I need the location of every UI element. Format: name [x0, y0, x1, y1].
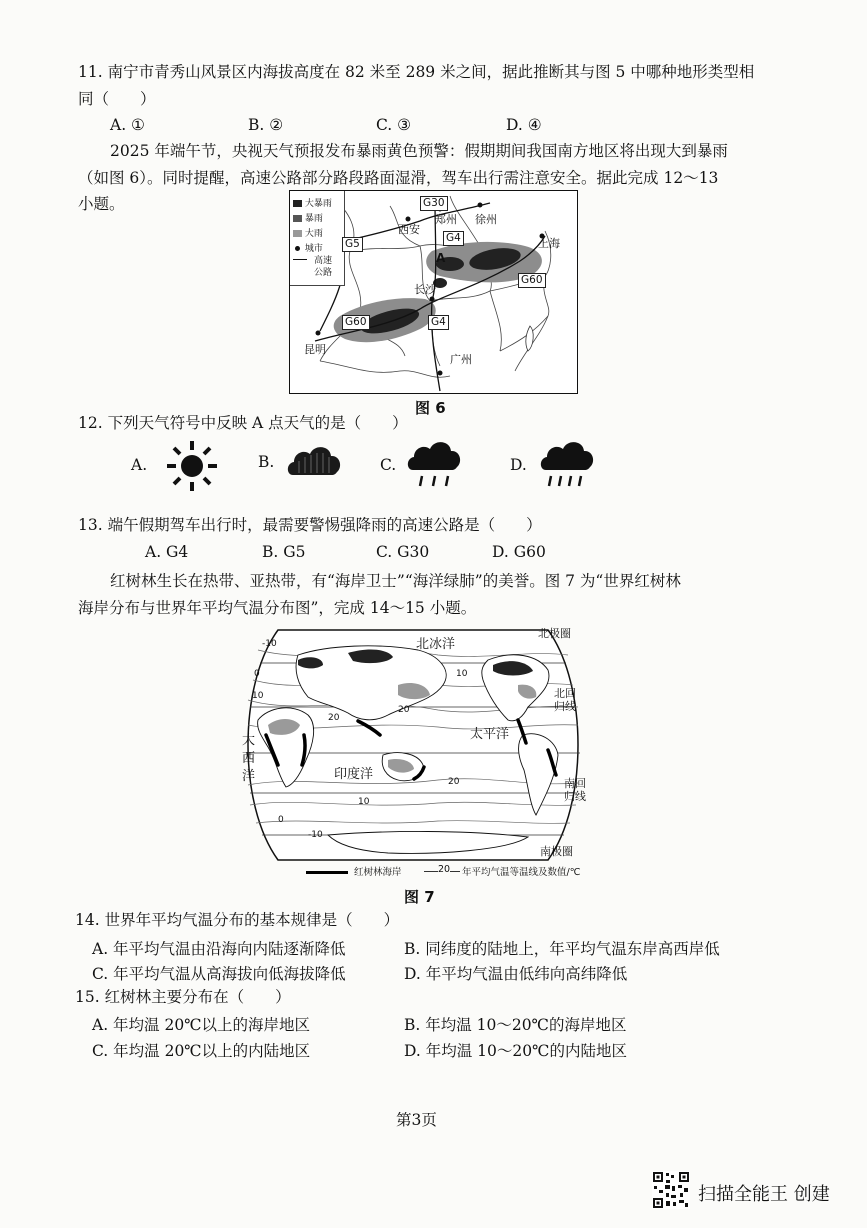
- label-tropic-cancer-1: 北回: [554, 687, 576, 700]
- q13-option-b: B. G5: [262, 543, 306, 561]
- road-g4-north: G4: [443, 231, 464, 246]
- isotherm-label: -10: [308, 830, 323, 840]
- legend-highway-1: 高速: [314, 256, 333, 266]
- page-number: 第3页: [396, 1111, 437, 1129]
- road-g5: G5: [342, 237, 363, 252]
- q12-stem: 12. 下列天气符号中反映 A 点天气的是（ ）: [78, 414, 408, 432]
- q11-stem-line1: 11. 南宁市青秀山风景区内海拔高度在 82 米至 289 米之间，据此推断其与图 5 中哪种地形类型相: [78, 63, 755, 81]
- q12-option-d: D.: [510, 456, 527, 474]
- figure-7-caption: 图 7: [404, 888, 435, 906]
- fig6-legend: [290, 191, 345, 286]
- q14-option-b: B. 同纬度的陆地上，年平均气温东岸高西岸低: [404, 940, 720, 958]
- figure-7-world-map: [238, 625, 588, 865]
- legend-isotherm-value: 20: [438, 864, 451, 875]
- isotherm-label: 10: [252, 691, 264, 701]
- city-changsha: 长沙: [414, 283, 436, 296]
- legend-mangrove: 红树林海岸: [354, 867, 402, 878]
- q14-option-d: D. 年平均气温由低纬向高纬降低: [404, 965, 628, 983]
- q15-stem: 15. 红树林主要分布在（ ）: [75, 988, 291, 1006]
- q12-option-c: C.: [380, 456, 397, 474]
- q14-stem: 14. 世界年平均气温分布的基本规律是（ ）: [75, 911, 400, 929]
- road-g60-west: G60: [342, 315, 370, 330]
- road-g30: G30: [420, 196, 448, 211]
- isotherm-label: 20: [448, 777, 460, 787]
- fig7-legend: [306, 864, 596, 880]
- q11-option-a: A. ①: [110, 116, 145, 134]
- q14-option-a: A. 年平均气温由沿海向内陆逐渐降低: [92, 940, 346, 958]
- intro2-line1: 红树林生长在热带、亚热带，有“海岸卫士”“海洋绿肺”的美誉。图 7 为“世界红树林: [110, 572, 681, 590]
- q13-option-d: D. G60: [492, 543, 546, 561]
- label-atlantic-2: 西: [242, 751, 256, 766]
- q15-option-b: B. 年均温 10～20℃的海岸地区: [404, 1016, 627, 1034]
- heavy-rain-icon: [538, 436, 598, 492]
- legend-heavy-storm: 大暴雨: [304, 199, 332, 209]
- q15-option-c: C. 年均温 20℃以上的内陆地区: [92, 1042, 311, 1060]
- point-a-label: A: [436, 251, 446, 265]
- isotherm-label: 20: [398, 705, 410, 715]
- label-arctic-ocean: 北冰洋: [416, 637, 456, 652]
- q15-option-d: D. 年均温 10～20℃的内陆地区: [404, 1042, 627, 1060]
- city-xuzhou: 徐州: [475, 213, 497, 226]
- cloudy-icon: [285, 441, 345, 479]
- city-guangzhou: 广州: [450, 353, 472, 366]
- isotherm-label: 10: [456, 669, 468, 679]
- road-g60-east: G60: [518, 273, 546, 288]
- q13-option-a: A. G4: [145, 543, 189, 561]
- label-atlantic-3: 洋: [242, 769, 256, 784]
- qr-code-icon: [652, 1171, 690, 1209]
- label-tropic-capricorn-2: 归线: [564, 790, 586, 803]
- q13-stem: 13. 端午假期驾车出行时，最需要警惕强降雨的高速公路是（ ）: [78, 516, 542, 534]
- q11-option-c: C. ③: [376, 116, 412, 134]
- isotherm-label: 0: [254, 669, 260, 679]
- q12-option-a: A.: [131, 456, 148, 474]
- label-tropic-capricorn-1: 南回: [564, 777, 586, 790]
- q11-option-d: D. ④: [506, 116, 542, 134]
- q11-option-b: B. ②: [248, 116, 284, 134]
- q12-option-b: B.: [258, 453, 275, 471]
- q14-option-c: C. 年平均气温从高海拔向低海拔降低: [92, 965, 346, 983]
- city-kunming: 昆明: [304, 343, 326, 356]
- legend-highway-2: 公路: [314, 268, 333, 278]
- legend-city: 城市: [304, 244, 323, 254]
- isotherm-label: 20: [328, 713, 340, 723]
- q11-stem-line2: 同（ ）: [78, 90, 156, 108]
- intro1-line2: （如图 6）。同时提醒，高速公路部分路段路面湿滑，驾车出行需注意安全。据此完成 12～13: [78, 169, 719, 187]
- label-arctic-circle: 北极圈: [538, 627, 571, 640]
- q13-option-c: C. G30: [376, 543, 430, 561]
- light-rain-icon: [405, 436, 465, 492]
- road-g4-south: G4: [428, 315, 449, 330]
- label-antarctic-circle: 南极圈: [540, 845, 573, 858]
- scanner-watermark: 扫描全能王 创建: [698, 1184, 830, 1205]
- label-pacific: 太平洋: [470, 727, 510, 742]
- figure-6-caption: 图 6: [415, 399, 446, 417]
- legend-storm: 暴雨: [304, 214, 323, 224]
- label-atlantic-1: 大: [242, 733, 256, 748]
- city-shanghai: 上海: [538, 237, 560, 250]
- intro1-line1: 2025 年端午节，央视天气预报发布暴雨黄色预警：假期期间我国南方地区将出现大到暴雨: [110, 142, 728, 160]
- label-tropic-cancer-2: 归线: [554, 700, 576, 713]
- intro2-line2: 海岸分布与世界年平均气温分布图”，完成 14～15 小题。: [78, 599, 477, 617]
- city-xian: 西安: [398, 223, 420, 236]
- city-zhengzhou: 郑州: [435, 213, 457, 226]
- figure-6-map: [289, 190, 578, 394]
- legend-heavy-rain: 大雨: [304, 229, 323, 239]
- sun-icon: [165, 439, 219, 493]
- label-indian-ocean: 印度洋: [334, 767, 374, 782]
- legend-isotherm: 年平均气温等温线及数值/℃: [462, 867, 581, 878]
- isotherm-label: -10: [262, 639, 277, 649]
- q15-option-a: A. 年均温 20℃以上的海岸地区: [92, 1016, 311, 1034]
- intro1-line3: 小题。: [78, 195, 125, 213]
- isotherm-label: 0: [278, 815, 284, 825]
- isotherm-label: 10: [358, 797, 370, 807]
